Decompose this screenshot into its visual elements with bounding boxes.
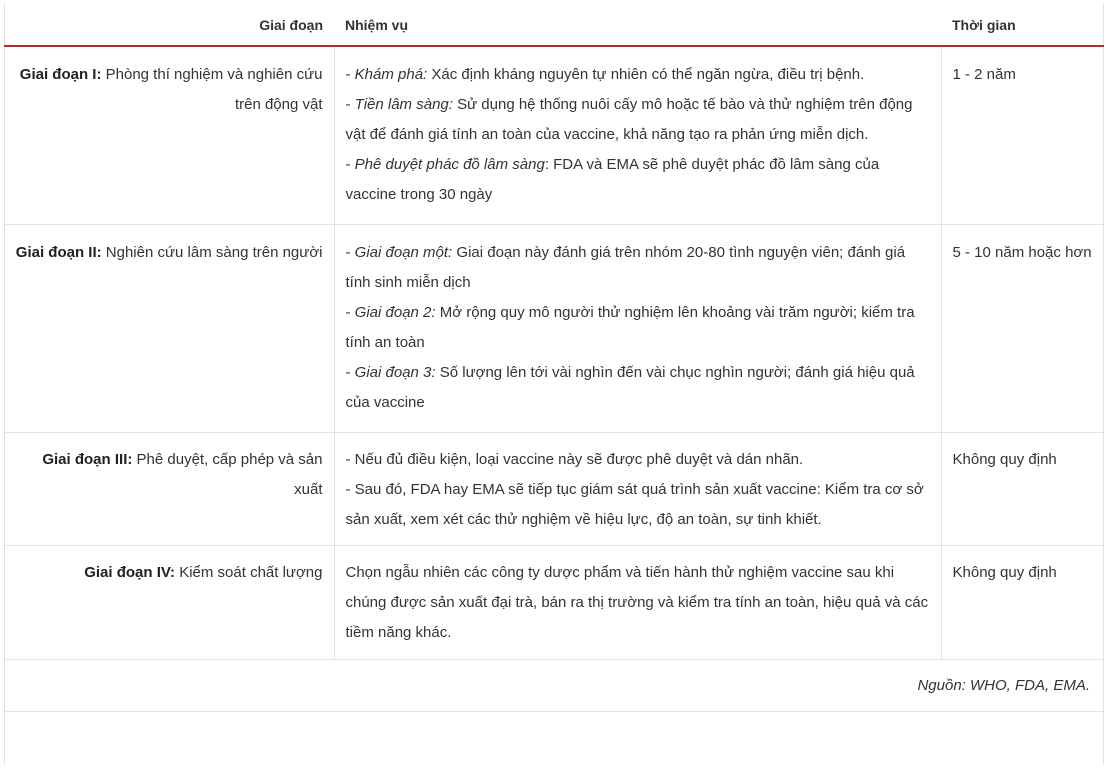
task-label: Giai đoạn 3: bbox=[354, 364, 436, 381]
task-prefix: - bbox=[345, 304, 355, 321]
tasks-cell bbox=[334, 46, 941, 225]
stage-description: Phê duyệt, cấp phép và sản xuất bbox=[132, 451, 323, 498]
task-line bbox=[346, 558, 930, 648]
stage-title: Giai đoạn IV: bbox=[84, 564, 176, 581]
stage-description: Nghiên cứu lâm sàng trên người bbox=[101, 244, 323, 261]
stage-title: Giai đoạn II: bbox=[15, 244, 102, 261]
task-line bbox=[346, 358, 930, 418]
task-text: - Sau đó, FDA hay EMA sẽ tiếp tục giám sát quá trình sản xuất vaccine: Kiểm tra cơ sở sản xuất, xem xét các thử nghiệm về hiệu lực, độ an toàn, sự tinh khiết. bbox=[345, 481, 924, 528]
time-cell: Không quy định bbox=[941, 546, 1104, 660]
task-prefix: - bbox=[345, 364, 355, 381]
stage-cell bbox=[4, 433, 334, 546]
table-row bbox=[4, 46, 1104, 225]
tasks-cell bbox=[334, 225, 941, 433]
table-header-row bbox=[4, 4, 1104, 46]
source-note: Nguồn: WHO, FDA, EMA. bbox=[4, 660, 1104, 712]
table-row bbox=[4, 433, 1104, 546]
time-cell: 5 - 10 năm hoặc hơn bbox=[941, 225, 1104, 433]
source-row bbox=[4, 660, 1104, 712]
task-text: Chọn ngẫu nhiên các công ty dược phẩm và tiến hành thử nghiệm vaccine sau khi chúng được sản xuất đại trà, bán ra thị trường và kiểm tra tính an toàn, hiệu quả và các tiềm năng khác. bbox=[345, 564, 929, 641]
stage-description: Phòng thí nghiệm và nghiên cứu trên động vật bbox=[101, 66, 323, 113]
header-time: Thời gian bbox=[941, 4, 1104, 46]
table-row bbox=[4, 546, 1104, 660]
task-label: Giai đoạn một: bbox=[354, 244, 453, 261]
stage-description: Kiểm soát chất lượng bbox=[175, 564, 323, 581]
header-tasks: Nhiệm vụ bbox=[334, 4, 941, 46]
task-label: Giai đoạn 2: bbox=[354, 304, 436, 321]
stage-cell bbox=[4, 46, 334, 225]
time-cell: Không quy định bbox=[941, 433, 1104, 546]
task-line bbox=[346, 90, 930, 150]
task-line bbox=[346, 60, 930, 90]
task-line bbox=[346, 475, 930, 535]
task-text: Mở rộng quy mô người thử nghiệm lên khoảng vài trăm người; kiểm tra tính an toàn bbox=[345, 304, 915, 351]
stage-cell bbox=[4, 225, 334, 433]
task-label: Phê duyệt phác đồ lâm sàng bbox=[354, 156, 545, 173]
task-line bbox=[346, 298, 930, 358]
task-label: Tiền lâm sàng: bbox=[354, 96, 453, 113]
task-line bbox=[346, 238, 930, 298]
vaccine-stages-table bbox=[4, 4, 1104, 712]
task-line bbox=[346, 445, 930, 475]
task-text: Số lượng lên tới vài nghìn đến vài chục nghìn người; đánh giá hiệu quả của vaccine bbox=[345, 364, 915, 411]
time-cell: 1 - 2 năm bbox=[941, 46, 1104, 225]
stage-cell bbox=[4, 546, 334, 660]
task-text: : FDA và EMA sẽ phê duyệt phác đồ lâm sàng của vaccine trong 30 ngày bbox=[345, 156, 880, 203]
tasks-cell bbox=[334, 546, 941, 660]
task-prefix: - bbox=[345, 96, 355, 113]
task-label: Khám phá: bbox=[354, 66, 428, 83]
task-text: Sử dụng hệ thống nuôi cấy mô hoặc tế bào và thử nghiệm trên động vật để đánh giá tính an toàn của vaccine, khả năng tạo ra phản ứng miễn dịch. bbox=[345, 96, 913, 143]
tasks-cell bbox=[334, 433, 941, 546]
table-row bbox=[4, 225, 1104, 433]
task-prefix: - bbox=[345, 66, 355, 83]
stage-title: Giai đoạn I: bbox=[19, 66, 102, 83]
stage-title: Giai đoạn III: bbox=[42, 451, 133, 468]
task-text: - Nếu đủ điều kiện, loại vaccine này sẽ được phê duyệt và dán nhãn. bbox=[345, 451, 804, 468]
task-text: Xác định kháng nguyên tự nhiên có thể ngăn ngừa, điều trị bệnh. bbox=[427, 66, 865, 83]
task-text: Giai đoạn này đánh giá trên nhóm 20-80 tình nguyện viên; đánh giá tính sinh miễn dịch bbox=[345, 244, 906, 291]
task-prefix: - bbox=[345, 244, 355, 261]
header-stage: Giai đoạn bbox=[4, 4, 334, 46]
task-prefix: - bbox=[345, 156, 355, 173]
task-line bbox=[346, 150, 930, 210]
